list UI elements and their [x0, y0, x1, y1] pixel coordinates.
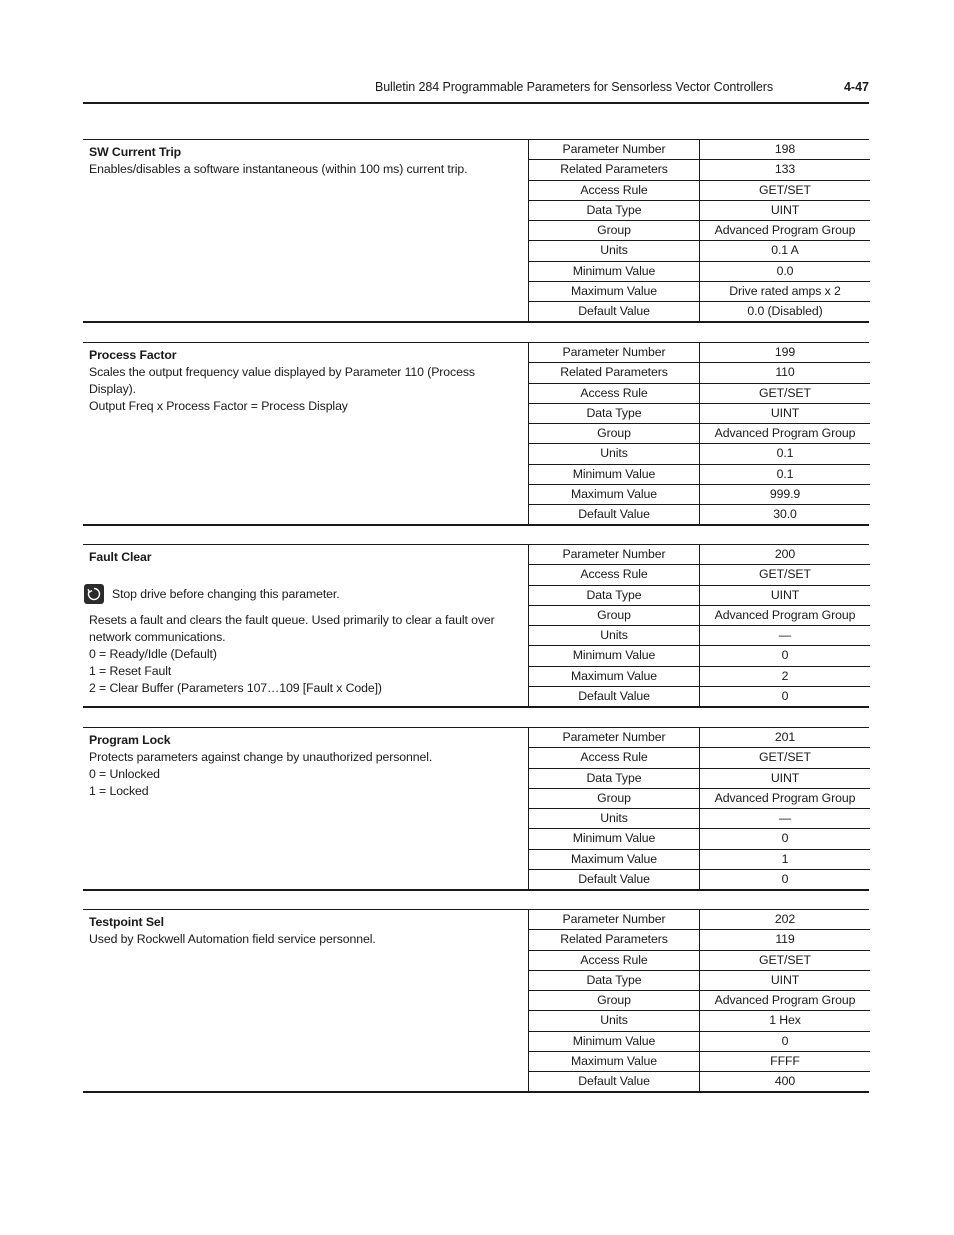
row-label: Units — [529, 444, 700, 463]
row-label: Group — [529, 991, 700, 1010]
row-value: UINT — [770, 202, 800, 217]
table-row — [529, 1072, 870, 1092]
description-line: Scales the output frequency value displayed by Parameter 110 (Process Display). — [89, 365, 475, 396]
description-line: Used by Rockwell Automation field service personnel. — [89, 932, 376, 946]
row-label: Default Value — [529, 870, 700, 890]
row-value: — — [778, 811, 792, 825]
table-row — [529, 444, 870, 464]
row-label: Minimum Value — [529, 1032, 700, 1051]
row-label: Default Value — [529, 1072, 700, 1092]
parameter-title: Process Factor — [89, 348, 177, 362]
row-value: GET/SET — [759, 385, 811, 400]
row-label: Group — [529, 424, 700, 443]
parameter-description — [89, 347, 519, 415]
row-label: Data Type — [529, 586, 700, 605]
table-row — [529, 363, 870, 383]
description-line: Enables/disables a software instantaneous (within 100 ms) current trip. — [89, 162, 468, 176]
row-label: Related Parameters — [529, 363, 700, 382]
table-row — [529, 951, 870, 971]
row-value: 0.1 A — [771, 243, 799, 258]
description-line: Output Freq x Process Factor = Process Display — [89, 399, 348, 413]
parameter-table — [528, 728, 870, 889]
row-label: Default Value — [529, 687, 700, 707]
row-value: 133 — [774, 162, 796, 177]
parameter-block — [83, 139, 869, 323]
parameter-table — [528, 545, 870, 706]
row-label: Minimum Value — [529, 262, 700, 281]
table-row — [529, 850, 870, 870]
warning-note — [89, 584, 519, 604]
row-label: Parameter Number — [529, 140, 700, 159]
row-value: 202 — [774, 912, 796, 926]
table-row — [529, 971, 870, 991]
row-value: Advanced Program Group — [714, 426, 856, 440]
table-row — [529, 1052, 870, 1072]
row-value: 0.0 (Disabled) — [747, 304, 823, 318]
row-value: Drive rated amps x 2 — [729, 283, 841, 298]
row-value: 1 Hex — [769, 1013, 801, 1028]
row-label: Parameter Number — [529, 343, 700, 362]
stop-drive-icon — [84, 584, 104, 604]
row-label: Parameter Number — [529, 728, 700, 747]
description-line: 0 = Ready/Idle (Default) — [89, 647, 217, 661]
row-value: 0.1 — [776, 466, 794, 481]
row-value: GET/SET — [759, 750, 811, 765]
row-label: Parameter Number — [529, 545, 700, 564]
row-value: 0 — [781, 648, 789, 663]
row-value: UINT — [770, 405, 800, 420]
row-value: Advanced Program Group — [714, 223, 856, 237]
table-row — [529, 404, 870, 424]
row-label: Minimum Value — [529, 646, 700, 665]
page-header — [83, 80, 869, 100]
table-row — [529, 646, 870, 666]
parameter-description — [89, 549, 519, 697]
row-label: Maximum Value — [529, 850, 700, 869]
table-row — [529, 728, 870, 748]
table-row — [529, 748, 870, 768]
table-row — [529, 769, 870, 789]
row-value: — — [778, 628, 792, 642]
table-row — [529, 565, 870, 585]
row-label: Data Type — [529, 769, 700, 788]
row-value: Advanced Program Group — [714, 790, 856, 805]
table-row — [529, 465, 870, 485]
row-label: Access Rule — [529, 748, 700, 767]
row-label: Access Rule — [529, 565, 700, 584]
row-label: Group — [529, 221, 700, 240]
row-value: 201 — [774, 730, 796, 744]
table-row — [529, 1032, 870, 1052]
row-value: 30.0 — [773, 507, 797, 521]
row-value: 198 — [774, 142, 796, 156]
row-value: FFFF — [770, 1053, 800, 1068]
table-row — [529, 870, 870, 890]
row-value: GET/SET — [759, 952, 811, 967]
parameter-title: Fault Clear — [89, 550, 152, 564]
table-row — [529, 1011, 870, 1031]
table-row — [529, 302, 870, 322]
table-row — [529, 201, 870, 221]
row-label: Data Type — [529, 971, 700, 990]
table-row — [529, 545, 870, 565]
row-value: Advanced Program Group — [714, 607, 856, 622]
table-row — [529, 829, 870, 849]
row-label: Access Rule — [529, 384, 700, 403]
table-row — [529, 343, 870, 363]
row-label: Units — [529, 241, 700, 260]
parameter-block — [83, 544, 869, 708]
table-row — [529, 667, 870, 687]
header-rule — [83, 102, 869, 104]
row-value: 119 — [775, 932, 795, 947]
row-value: 999.9 — [769, 486, 801, 501]
row-label: Default Value — [529, 505, 700, 525]
description-line: 0 = Unlocked — [89, 767, 160, 781]
row-value: UINT — [770, 972, 800, 987]
row-label: Maximum Value — [529, 1052, 700, 1071]
parameter-table — [528, 343, 870, 524]
row-value: 0 — [781, 1033, 789, 1048]
row-value: 0 — [781, 871, 789, 886]
description-line: 1 = Locked — [89, 784, 149, 798]
warning-text: Stop drive before changing this parameter. — [112, 586, 340, 601]
table-row — [529, 687, 870, 707]
row-value: 200 — [774, 547, 796, 561]
parameter-table — [528, 910, 870, 1091]
table-row — [529, 606, 870, 626]
table-row — [529, 282, 870, 302]
row-label: Related Parameters — [529, 160, 700, 179]
parameter-description — [89, 914, 519, 948]
table-row — [529, 160, 870, 180]
row-label: Units — [529, 1011, 700, 1030]
description-line: 1 = Reset Fault — [89, 664, 172, 678]
table-row — [529, 485, 870, 505]
parameter-description — [89, 732, 519, 800]
table-row — [529, 789, 870, 809]
row-value: UINT — [770, 587, 800, 602]
header-title: Bulletin 284 Programmable Parameters for Sensorless Vector Controllers — [374, 80, 773, 94]
parameter-block — [83, 909, 869, 1093]
row-value: 400 — [774, 1074, 796, 1088]
parameter-title: Testpoint Sel — [89, 915, 164, 929]
table-row — [529, 626, 870, 646]
table-row — [529, 384, 870, 404]
table-row — [529, 221, 870, 241]
table-row — [529, 991, 870, 1011]
row-value: 2 — [781, 668, 789, 683]
parameter-title: SW Current Trip — [89, 145, 182, 159]
row-label: Default Value — [529, 302, 700, 322]
table-row — [529, 181, 870, 201]
parameter-table — [528, 140, 870, 321]
row-value: 0.1 — [776, 446, 794, 461]
row-label: Group — [529, 606, 700, 625]
row-label: Data Type — [529, 404, 700, 423]
row-label: Group — [529, 789, 700, 808]
row-label: Minimum Value — [529, 829, 700, 848]
description-line: Protects parameters against change by unauthorized personnel. — [89, 750, 433, 764]
row-value: GET/SET — [759, 567, 811, 582]
row-label: Parameter Number — [529, 910, 700, 929]
row-value: Advanced Program Group — [714, 993, 856, 1007]
parameter-title: Program Lock — [89, 733, 171, 747]
parameter-block — [83, 342, 869, 526]
row-label: Maximum Value — [529, 485, 700, 504]
row-value: 199 — [774, 345, 796, 359]
row-value: 1 — [781, 851, 789, 866]
row-label: Maximum Value — [529, 667, 700, 686]
parameter-block — [83, 727, 869, 891]
row-value: UINT — [770, 770, 800, 785]
table-row — [529, 809, 870, 829]
table-row — [529, 262, 870, 282]
row-value: 0 — [781, 831, 789, 846]
row-label: Related Parameters — [529, 930, 700, 949]
row-value: 0.0 — [776, 263, 794, 278]
table-row — [529, 586, 870, 606]
row-value: GET/SET — [759, 182, 811, 197]
parameter-description — [89, 144, 519, 178]
table-row — [529, 140, 870, 160]
row-label: Access Rule — [529, 951, 700, 970]
row-label: Access Rule — [529, 181, 700, 200]
row-label: Units — [529, 626, 700, 645]
table-row — [529, 930, 870, 950]
table-row — [529, 241, 870, 261]
table-row — [529, 910, 870, 930]
row-label: Units — [529, 809, 700, 828]
page-number: 4-47 — [843, 80, 869, 94]
row-label: Maximum Value — [529, 282, 700, 301]
description-line: Resets a fault and clears the fault queue. Used primarily to clear a fault over network communications. — [89, 613, 495, 644]
row-value: 0 — [781, 688, 789, 703]
description-line: 2 = Clear Buffer (Parameters 107…109 [Fault x Code]) — [89, 681, 382, 695]
row-label: Data Type — [529, 201, 700, 220]
table-row — [529, 505, 870, 525]
row-label: Minimum Value — [529, 465, 700, 484]
row-value: 110 — [775, 365, 795, 380]
table-row — [529, 424, 870, 444]
